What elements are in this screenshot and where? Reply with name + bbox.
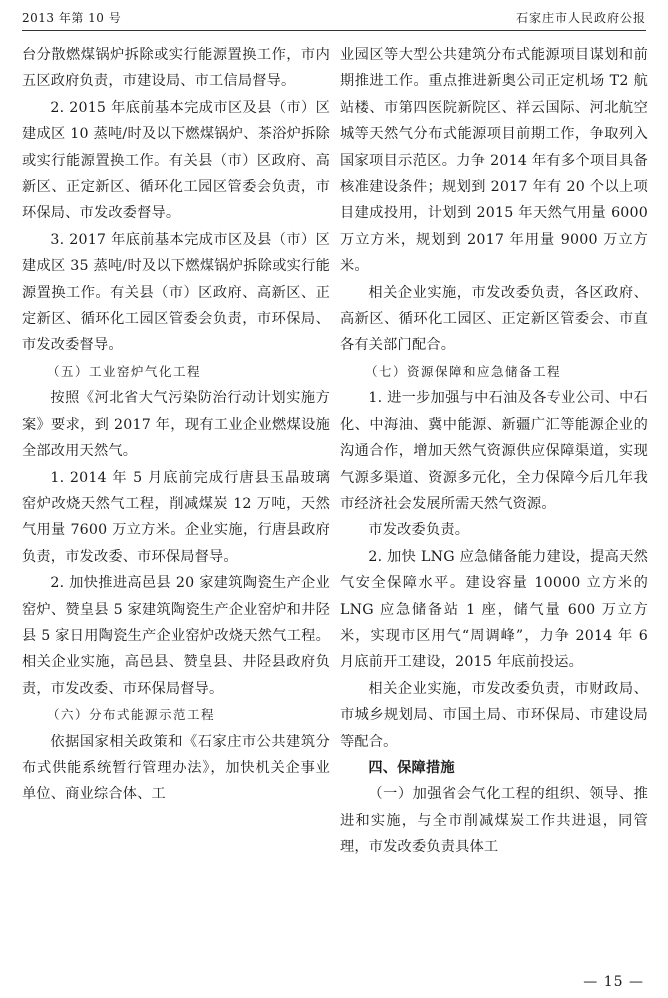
header-divider [22,30,646,31]
paragraph: 3. 2017 年底前基本完成市区及县（市）区建成区 35 蒸吨/时及以下燃煤锅炉拆除或实行能源置换工作。有关县（市）区政府、高新区、正定新区、循环化工园区管委会负责，市环保局、市发改委督导。 [22,231,330,354]
paragraph: 2. 加快推进高邑县 20 家建筑陶瓷生产企业窑炉、赞皇县 5 家建筑陶瓷生产企业窑炉和井陉县 5 家日用陶瓷生产企业窑炉改烧天然气工程。相关企业实施，高邑县、赞皇县、井陉县政府负责，市发改委、市环保局督导。 [22,575,330,697]
section-heading: 四、保障措施 [368,759,455,776]
paragraph: 1. 2014 年 5 月底前完成行唐县玉晶玻璃窑炉改烧天然气工程，削减煤炭 12 万吨，天然气用量 7600 万立方米。企业实施，行唐县政府负责，市发改委、市环保局督导。 [22,469,330,565]
paragraph: 依据国家相关政策和《石家庄市公共建筑分布式供能系统暂行管理办法》，加快机关企事业单位、商业综合体、工 [22,733,330,803]
page-header [22,6,646,28]
paragraph: 相关企业实施，市发改委负责，市财政局、市城乡规划局、市国土局、市环保局、市建设局等配合。 [340,680,648,750]
paragraph: 2. 加快 LNG 应急储备能力建设，提高天然气安全保障水平。建设容量 10000 立方米的 LNG 应急储备站 1 座，储气量 600 万立方米，实现市区用气“周调峰”，力争 2014 年 6 月底前开工建设，2015 年底前投运。 [340,548,648,671]
paragraph: 市发改委负责。 [368,522,470,539]
publication-title: 石家庄市人民政府公报 [515,10,646,25]
page-number: — 15 — [583,974,644,990]
paragraph: 台分散燃煤锅炉拆除或实行能源置换工作，市内五区政府负责，市建设局、市工信局督导。 [22,47,330,90]
paragraph: 2. 2015 年底前基本完成市区及县（市）区建成区 10 蒸吨/时及以下燃煤锅炉、茶浴炉拆除或实行能源置换工作。有关县（市）区政府、高新区、正定新区、循环化工园区管委会负责，市环保局、市发改委督导。 [22,99,330,222]
paragraph: 相关企业实施，市发改委负责，各区政府、高新区、循环化工园区、正定新区管委会、市直各有关部门配合。 [340,284,648,354]
subsection-title: （七）资源保障和应急储备工程 [365,363,562,379]
paragraph: 按照《河北省大气污染防治行动计划实施方案》要求，到 2017 年，现有工业企业燃煤设施全部改用天然气。 [22,390,330,460]
subsection-title: （六）分布式能源示范工程 [47,707,216,723]
issue-label: 2013 年第 10 号 [22,10,122,25]
subsection-title: （五）工业窑炉气化工程 [47,363,202,379]
left-column [22,42,330,808]
paragraph: 业园区等大型公共建筑分布式能源项目谋划和前期推进工作。重点推进新奥公司正定机场 T2 航站楼、市第四医院新院区、祥云国际、河北航空城等天然气分布式能源项目前期工作，争取列入国家项目示范区。力争 2014 年有多个项目具备核准建设条件；规划到 2017 年有 20 个以上项目建成投用，计划到 2015 年天然气用量 6000 万立方米，规划到 2017 年用量 9000 万立方米。 [340,47,648,275]
paragraph: （一）加强省会气化工程的组织、领导、推进和实施，与全市削减煤炭工作共进退，同管理，市发改委负责具体工 [340,786,648,856]
paragraph: 1. 进一步加强与中石油及各专业公司、中石化、中海油、冀中能源、新疆广汇等能源企业的沟通合作，增加天然气资源供应保障渠道，实现气源多渠道、资源多元化，全力保障今后几年我市经济社会发展所需天然气资源。 [340,390,648,512]
right-column [340,42,648,861]
